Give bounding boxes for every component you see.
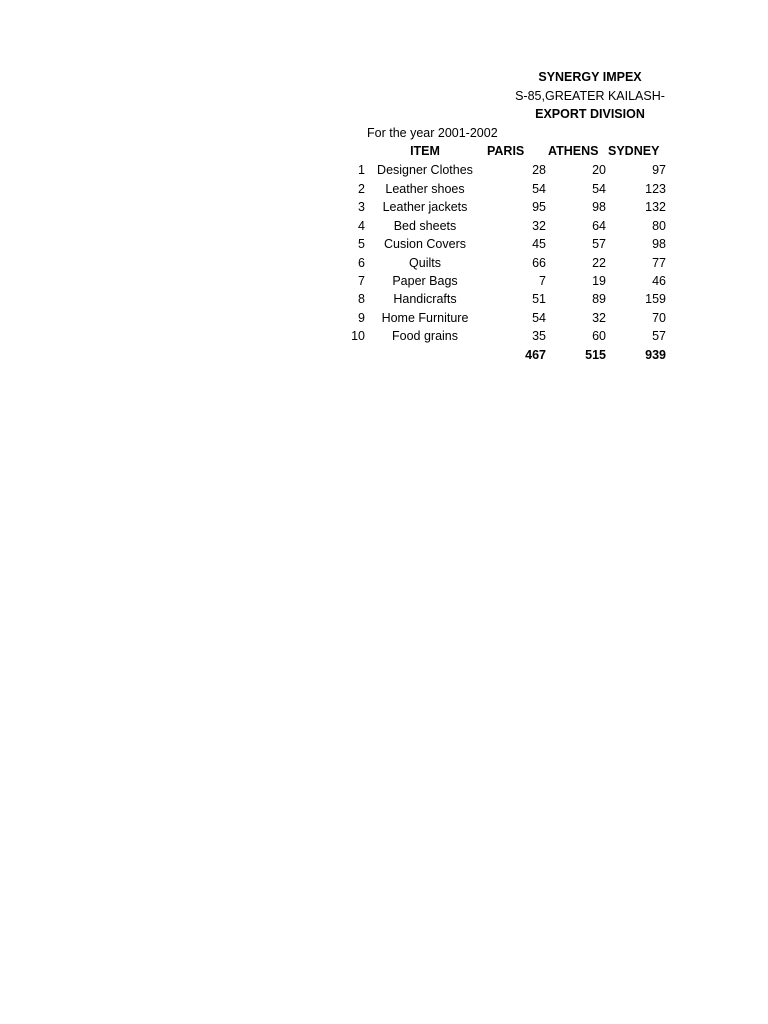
athens-value: 89	[592, 292, 606, 306]
row-number: 8	[358, 292, 365, 306]
row-number: 2	[358, 181, 365, 196]
row-number: 9	[358, 310, 365, 325]
paris-total: 467	[525, 347, 546, 362]
paris-value: 51	[532, 292, 546, 306]
paris-value: 95	[532, 200, 546, 214]
athens-value: 54	[592, 181, 606, 196]
table-row	[0, 290, 667, 309]
paris-value: 7	[539, 274, 546, 288]
table-row	[0, 235, 667, 254]
table-row	[0, 161, 667, 180]
athens-value: 64	[592, 218, 606, 233]
athens-value: 98	[592, 200, 606, 214]
sydney-value: 132	[645, 200, 666, 214]
row-number: 5	[358, 237, 365, 251]
athens-value: 32	[592, 310, 606, 325]
sydney-value: 159	[645, 292, 666, 306]
athens-total: 515	[585, 347, 606, 362]
item-name: Quilts	[409, 255, 441, 270]
column-header-sydney: SYDNEY	[608, 144, 660, 158]
period-label: For the year 2001-2002	[367, 126, 498, 140]
item-name: Leather shoes	[385, 181, 465, 196]
sydney-value: 46	[652, 274, 666, 288]
item-name: Cusion Covers	[384, 237, 466, 251]
athens-value: 57	[592, 237, 606, 251]
paris-value: 54	[532, 310, 546, 325]
item-name: Food grains	[391, 329, 458, 343]
row-number: 1	[358, 163, 365, 177]
row-number: 10	[351, 329, 365, 343]
sydney-value: 80	[652, 218, 666, 233]
sydney-total: 939	[645, 347, 666, 362]
paris-value: 54	[532, 181, 546, 196]
row-number: 3	[358, 200, 365, 214]
division-title: EXPORT DIVISION	[535, 107, 645, 121]
row-number: 6	[358, 255, 365, 270]
table-row	[0, 309, 667, 328]
sydney-value: 123	[645, 181, 666, 196]
sydney-value: 57	[652, 329, 666, 343]
sydney-value: 97	[652, 163, 666, 177]
table-row	[0, 254, 667, 273]
company-name: SYNERGY IMPEX	[538, 70, 642, 84]
athens-value: 19	[592, 274, 606, 288]
row-number: 4	[358, 218, 365, 233]
item-name: Handicrafts	[393, 292, 457, 306]
column-header-athens: ATHENS	[548, 144, 599, 158]
paris-value: 35	[532, 329, 546, 343]
table-row	[0, 198, 667, 217]
paris-value: 28	[532, 163, 546, 177]
sydney-value: 70	[652, 310, 666, 325]
item-name: Home Furniture	[381, 310, 469, 325]
item-name: Paper Bags	[392, 274, 458, 288]
sydney-value: 77	[652, 255, 666, 270]
athens-value: 60	[592, 329, 606, 343]
paris-value: 66	[532, 255, 546, 270]
table-row	[0, 180, 667, 199]
totals-row	[0, 346, 667, 365]
column-header-item: ITEM	[410, 144, 440, 158]
paris-value: 45	[532, 237, 546, 251]
company-address: S-85,GREATER KAILASH-	[515, 89, 665, 103]
item-name: Bed sheets	[393, 218, 457, 233]
sydney-value: 98	[652, 237, 666, 251]
item-name: Leather jackets	[382, 200, 468, 214]
column-header-paris: PARIS	[487, 144, 525, 158]
athens-value: 20	[592, 163, 606, 177]
item-name: Designer Clothes	[377, 163, 473, 177]
table-row	[0, 327, 667, 346]
table-row	[0, 272, 667, 291]
athens-value: 22	[592, 255, 606, 270]
row-number: 7	[358, 274, 365, 288]
table-row	[0, 217, 667, 236]
paris-value: 32	[532, 218, 546, 233]
